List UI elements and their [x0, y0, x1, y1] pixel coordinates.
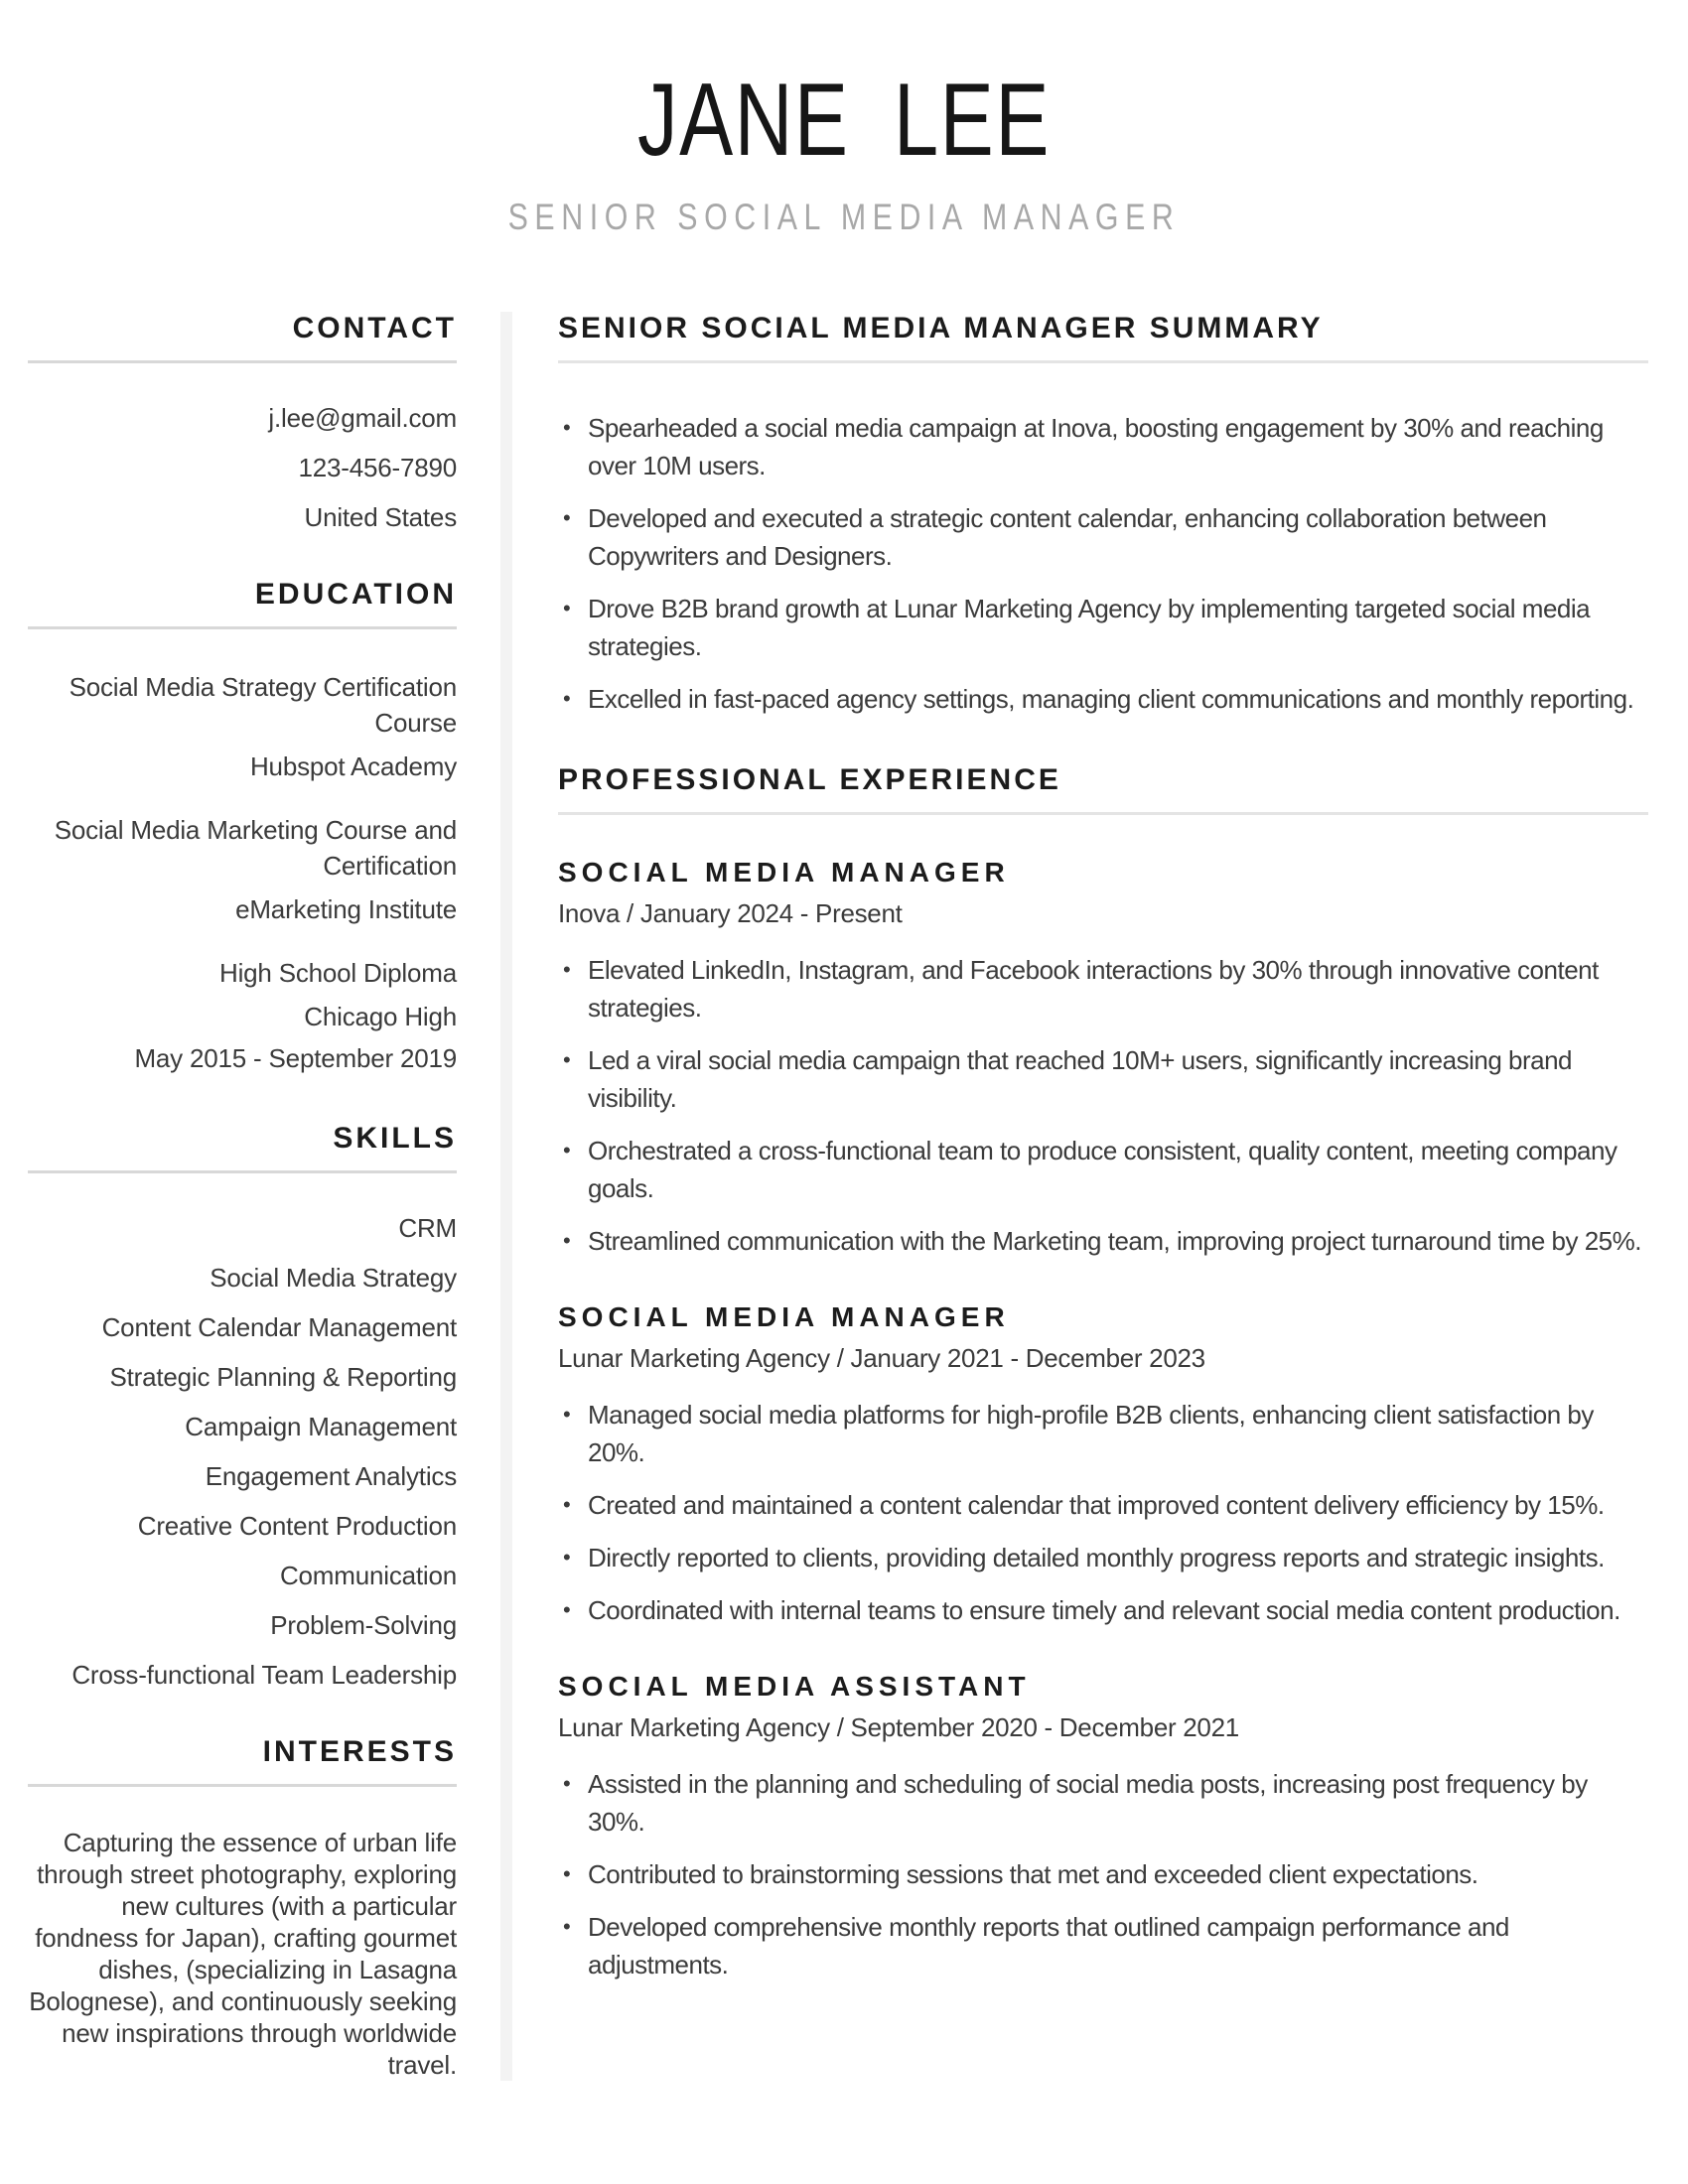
skill-item: Social Media Strategy [210, 1263, 457, 1293]
bullet-icon: • [563, 1047, 571, 1072]
sidebar [28, 312, 457, 2081]
education-dates: May 2015 - September 2019 [134, 1043, 457, 1073]
job-title: SOCIAL MEDIA MANAGER [558, 1301, 1010, 1332]
skill-item: Campaign Management [185, 1412, 457, 1441]
column-divider [500, 312, 512, 2081]
interests-section [28, 1735, 457, 2081]
bullet-text: Contributed to brainstorming sessions that met and exceeded client expectations. [588, 1859, 1478, 1889]
summary-heading: SENIOR SOCIAL MEDIA MANAGER SUMMARY [558, 312, 1324, 344]
summary-bullet [558, 680, 1648, 718]
bullet-text: Managed social media platforms for high-profile B2B clients, enhancing client satisfaction by 20%. [588, 1400, 1594, 1467]
resume-header [0, 0, 1688, 238]
skill-item: Content Calendar Management [101, 1312, 457, 1342]
job-company-dates: Lunar Marketing Agency / September 2020 - December 2021 [558, 1712, 1239, 1742]
summary-rule [558, 360, 1648, 363]
skill-item: Cross-functional Team Leadership [71, 1660, 457, 1690]
bullet-icon: • [563, 505, 571, 530]
bullet-text: Streamlined communication with the Marketing team, improving project turnaround time by 25%. [588, 1226, 1641, 1256]
skill-item: Strategic Planning & Reporting [109, 1362, 457, 1392]
bullet-text: Assisted in the planning and scheduling of social media posts, increasing post frequency by 30%. [588, 1769, 1588, 1837]
education-list [28, 669, 457, 1076]
resume-columns [0, 312, 1688, 2081]
bullet-text: Elevated LinkedIn, Instagram, and Facebook interactions by 30% through innovative content strategies. [588, 955, 1599, 1023]
summary-bullet [558, 409, 1648, 484]
bullet-text: Developed comprehensive monthly reports that outlined campaign performance and adjustments. [588, 1912, 1509, 1979]
bullet-text: Orchestrated a cross-functional team to produce consistent, quality content, meeting company goals. [588, 1136, 1618, 1203]
contact-section [28, 312, 457, 532]
bullet-icon: • [563, 1228, 571, 1253]
job-bullet [558, 1486, 1648, 1524]
education-entry [28, 812, 457, 927]
contact-heading: CONTACT [292, 312, 457, 344]
contact-phone: 123-456-7890 [298, 453, 457, 482]
interests-body [28, 1827, 457, 2081]
bullet-icon: • [563, 1138, 571, 1162]
job-bullet [558, 951, 1648, 1026]
education-school: Hubspot Academy [249, 751, 457, 781]
job-bullets [558, 1396, 1648, 1629]
bullet-text: Coordinated with internal teams to ensure timely and relevant social media content production. [588, 1595, 1620, 1625]
education-degree: Social Media Marketing Course and Certification [54, 815, 457, 881]
job-title: SOCIAL MEDIA MANAGER [558, 857, 1010, 887]
bullet-icon: • [563, 1597, 571, 1622]
job-bullet [558, 1539, 1648, 1576]
summary-bullet [558, 499, 1648, 575]
education-school: eMarketing Institute [235, 894, 457, 924]
interests-text: Capturing the essence of urban life through street photography, exploring new cultures (with a particular fondness for Japan), crafting gourmet dishes, (specializing in Lasagna Bolognese), and continuously seeking new inspirations through worldwide travel. [29, 1828, 457, 2080]
interests-rule [28, 1784, 457, 1787]
job-bullet [558, 1908, 1648, 1983]
experience-heading: PROFESSIONAL EXPERIENCE [558, 763, 1061, 796]
summary-section [558, 312, 1648, 718]
experience-section [558, 763, 1648, 1983]
contact-email: j.lee@gmail.com [268, 403, 457, 433]
contact-location: United States [304, 502, 457, 532]
person-name: JANE LEE [637, 63, 1051, 178]
skills-list [28, 1213, 457, 1690]
job-entry [558, 1301, 1648, 1629]
education-heading: EDUCATION [254, 578, 457, 611]
bullet-icon: • [563, 686, 571, 711]
job-bullets [558, 1765, 1648, 1983]
education-entry [28, 669, 457, 784]
bullet-icon: • [563, 1402, 571, 1427]
education-rule [28, 626, 457, 629]
bullet-text: Spearheaded a social media campaign at Inova, boosting engagement by 30% and reaching over 10M users. [588, 413, 1604, 480]
education-section [28, 578, 457, 1076]
skill-item: Problem-Solving [270, 1610, 457, 1640]
education-entry [28, 955, 457, 1076]
job-entry [558, 857, 1648, 1260]
skill-item: CRM [398, 1213, 457, 1243]
job-bullet [558, 1222, 1648, 1260]
job-bullet [558, 1396, 1648, 1471]
bullet-icon: • [563, 1771, 571, 1796]
interests-heading: INTERESTS [262, 1735, 457, 1768]
skills-rule [28, 1170, 457, 1173]
summary-bullets [558, 409, 1648, 718]
bullet-icon: • [563, 1492, 571, 1517]
bullet-icon: • [563, 596, 571, 620]
experience-rule [558, 812, 1648, 815]
education-degree: Social Media Strategy Certification Course [69, 672, 457, 738]
job-title: SOCIAL MEDIA ASSISTANT [558, 1671, 1031, 1702]
education-school: Chicago High [304, 1002, 457, 1031]
job-company-dates: Inova / January 2024 - Present [558, 898, 903, 928]
bullet-text: Developed and executed a strategic content calendar, enhancing collaboration between Copywriters and Designers. [588, 503, 1547, 571]
skills-section [28, 1122, 457, 1690]
job-bullet [558, 1591, 1648, 1629]
bullet-text: Drove B2B brand growth at Lunar Marketing Agency by implementing targeted social media strategies. [588, 594, 1591, 661]
bullet-text: Excelled in fast-paced agency settings, managing client communications and monthly reporting. [588, 684, 1634, 714]
summary-bullet [558, 590, 1648, 665]
skill-item: Engagement Analytics [205, 1461, 457, 1491]
job-bullets [558, 951, 1648, 1260]
job-bullet [558, 1132, 1648, 1207]
bullet-text: Led a viral social media campaign that reached 10M+ users, significantly increasing brand visibility. [588, 1045, 1573, 1113]
contact-list [28, 403, 457, 532]
skills-heading: SKILLS [333, 1122, 457, 1155]
skill-item: Communication [279, 1561, 457, 1590]
job-bullet [558, 1041, 1648, 1117]
contact-rule [28, 360, 457, 363]
job-bullet [558, 1765, 1648, 1841]
main-content [558, 312, 1648, 2081]
person-title: SENIOR SOCIAL MEDIA MANAGER [507, 197, 1181, 237]
bullet-icon: • [563, 1914, 571, 1939]
education-degree: High School Diploma [219, 958, 457, 988]
job-bullet [558, 1855, 1648, 1893]
bullet-icon: • [563, 1861, 571, 1886]
bullet-text: Created and maintained a content calendar that improved content delivery efficiency by 15%. [588, 1490, 1605, 1520]
bullet-text: Directly reported to clients, providing detailed monthly progress reports and strategic insights. [588, 1543, 1605, 1572]
job-entry [558, 1671, 1648, 1983]
bullet-icon: • [563, 415, 571, 440]
bullet-icon: • [563, 1545, 571, 1570]
skill-item: Creative Content Production [137, 1511, 457, 1541]
bullet-icon: • [563, 957, 571, 982]
job-company-dates: Lunar Marketing Agency / January 2021 - December 2023 [558, 1343, 1205, 1373]
